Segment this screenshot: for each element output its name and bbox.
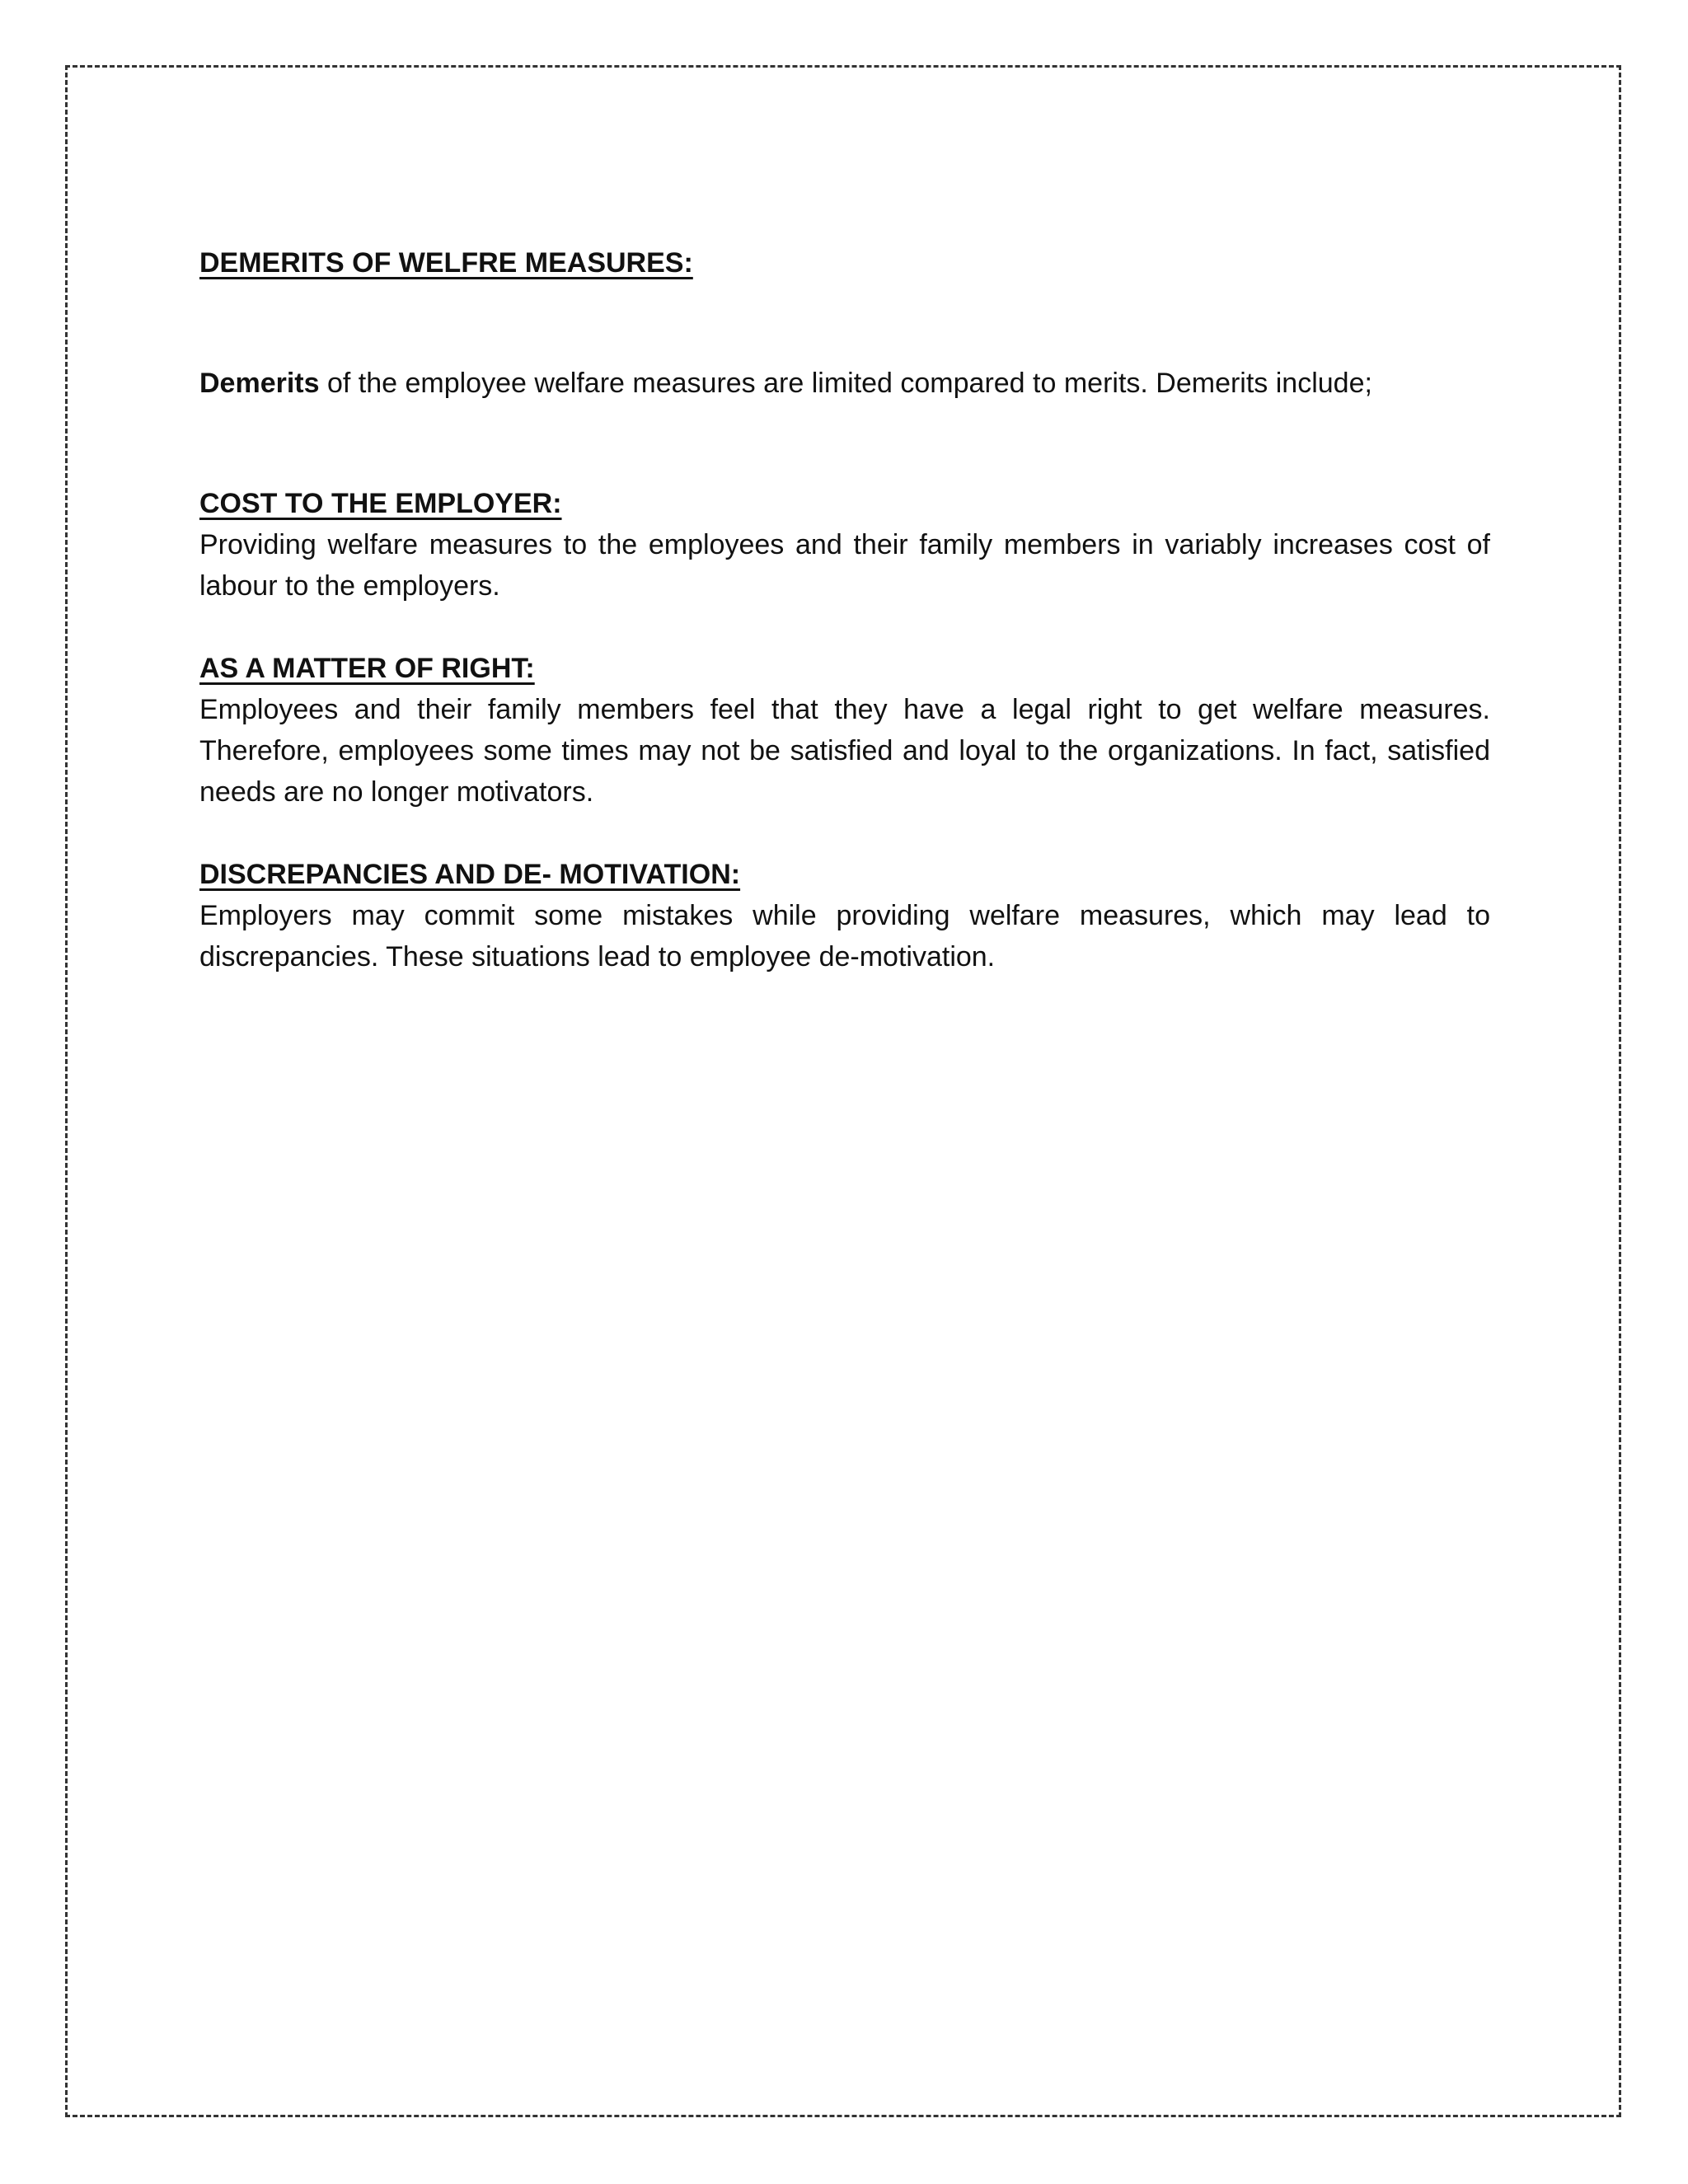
section-heading: COST TO THE EMPLOYER: <box>199 488 562 519</box>
section-discrepancies <box>199 854 1490 977</box>
section-heading: AS A MATTER OF RIGHT: <box>199 653 535 684</box>
section-heading: DISCREPANCIES AND DE- MOTIVATION: <box>199 859 741 890</box>
document-body <box>199 242 1490 977</box>
document-title: DEMERITS OF WELFRE MEASURES: <box>199 247 693 279</box>
section-body: Employees and their family members feel that they have a legal right to get welfare measures. Therefore, employees some times may not be satisfied and loyal to the organizations. In fact, satisfied needs are no longer motivators. <box>199 694 1490 808</box>
section-matter-of-right <box>199 648 1490 813</box>
section-cost-to-employer <box>199 483 1490 607</box>
section-body: Employers may commit some mistakes while providing welfare measures, which may lead to discrepancies. These situations lead to employee de-motivation. <box>199 900 1490 972</box>
intro-text: of the employee welfare measures are limited compared to merits. Demerits include; <box>319 368 1372 399</box>
intro-paragraph <box>199 363 1490 404</box>
intro-lead: Demerits <box>199 368 320 399</box>
section-body: Providing welfare measures to the employees and their family members in variably increases cost of labour to the employers. <box>199 529 1490 602</box>
